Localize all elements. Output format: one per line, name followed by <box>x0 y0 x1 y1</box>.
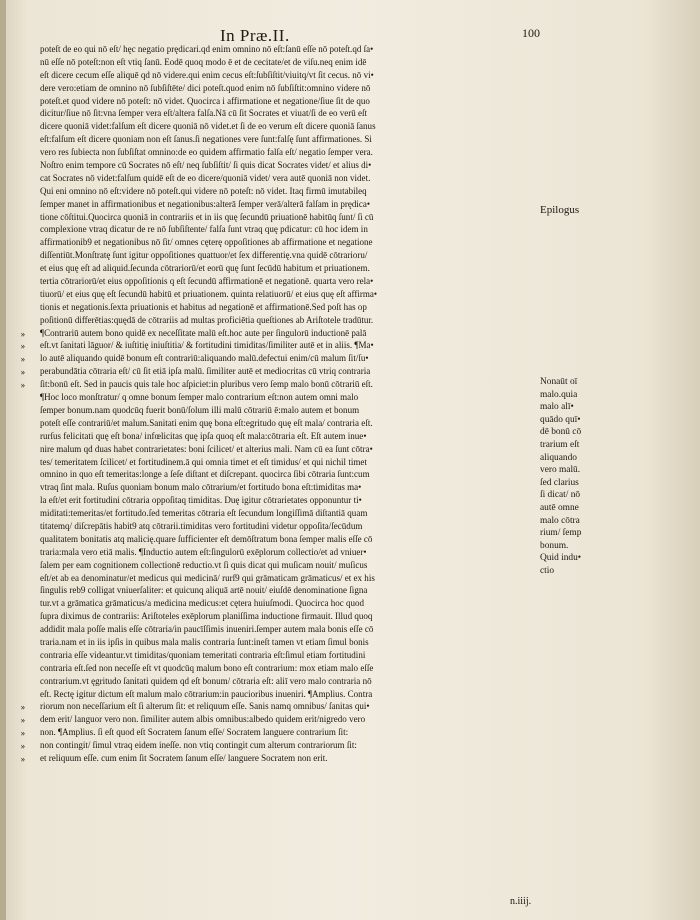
text-line: vtraq ſint mala. Ruſus quoniam bonum malo cōtrarium/et fortitudo bona eſt:timiditas ma• <box>40 483 362 494</box>
margin-note-line: rium/ ſemp <box>540 528 582 539</box>
signature-mark: n.iiij. <box>510 896 532 907</box>
text-line: lo autē aliquando quidē bonum eſt contrariū:aliquando malū.defectui enim/cū malum ſit/ſu• » <box>20 354 369 365</box>
margin-note-line: malo.quia <box>540 389 578 400</box>
main-text-block <box>20 44 560 766</box>
text-line: titatemq/ diſcrepātis habit9 atq cōtrarii.timiditas vero fortitudini videtur oppoſita/ſecūdum <box>40 521 363 532</box>
line-marker: » <box>20 741 26 752</box>
marginal-notes <box>540 376 640 578</box>
text-line: omnino in quo eſt temeritas:longe a ſeſe diſtant et diſcrepant. quocirca ſibi cōtraria ſunt:cum <box>40 470 370 481</box>
text-line: eſt:falſum eſt dicere quoniam non eſt ſanus.ſi negationes vere ſunt:falſę ſunt affirmationes. Si <box>40 135 372 146</box>
line-marker: » <box>20 728 26 739</box>
text-line: dicere quoniā videt:falſum eſt dicere quoniā nō videt.et ſi de eo verum eſt dicere quoniā ſanus <box>40 122 376 133</box>
text-line: tiuorū/ et eius quę eſt ſecundū habitū et priuationem. quinta relatiuorū/ et eius quę eſt affirma• <box>40 289 378 300</box>
margin-note-line: quādo quī• <box>540 414 581 425</box>
line-marker: » <box>20 367 26 378</box>
text-line: dicitur/ſiue nō ſit:vna ſemper vera eſt/altera falſa.Nā cū ſit Socrates et viuat/ſi de eo verū eſt <box>40 109 368 120</box>
margin-note-line: dē bonū cō <box>540 427 582 438</box>
text-line: poteſt de eo qui nō eſt/ hęc negatio prędicari.qd enim omnino nō eſt:ſanū eſſe nō poteſt.qd ſa• <box>40 45 374 55</box>
text-line: nū eſſe nō poteſt:non eſt vtiq ſanū. Eodē quoq modo ē et de cecitate/et de viſu.neq enim idē <box>40 57 367 68</box>
margin-note-line: vero malū. <box>540 465 581 476</box>
text-line: diſſentiūt.Monſtratę ſunt igitur oppoſitiones quattuor/et ſex differentię.vna quidē cōtrarioru/ <box>40 251 368 262</box>
running-header: In Præ.II. <box>220 26 290 45</box>
text-line: eſt dicere cecum eſſe aliquē qd nō videre.qui enim cecus eſt:ſubſiſtit/viuitq/vt ſit cecus. nō vi• <box>40 70 374 81</box>
margin-note-line: Nonaūt oī <box>540 377 578 387</box>
line-marker: » <box>20 328 26 339</box>
line-marker: » <box>20 341 26 352</box>
text-line: complexione vtraq dicatur de re nō ſubſiſtente/ falſa ſunt vtraq quę pdicatur: cū hoc idem in <box>40 225 368 236</box>
text-line: rurſus felicitati quę eſt bona/ infœlicitas quę ipſa quoq eſt mala:cōtraria eſt. Eſt autem inue• <box>40 431 367 442</box>
text-line: perabundātia cōtraria eſt/ cū ſit etiā ipſa malū. ſimiliter autē et mediocritas cū vtriq contraria » <box>20 367 371 378</box>
text-line: ¶Hoc loco monſtratur/ q omne bonum ſemper malo contrarium eſt:non autem omni malo <box>40 393 359 404</box>
text-line: poteſt.et quod videre nō poteſt: nō videt. Quocirca i affirmatione et negatione/ſiue ſit de quo <box>40 96 370 107</box>
line-marker: » <box>20 354 26 365</box>
text-line: contraria eſt.ſed non neceſſe eſt vt quodcūq malum bono eſt contrarium: mox etiam malo eſſe <box>40 663 374 674</box>
line-marker: » <box>20 753 26 764</box>
text-line: ſupra diximus de contrariis: Ariſtoteles exēplorum planiſſima inductione firmauit. Illud quoq <box>40 612 373 623</box>
page-edge <box>0 0 6 920</box>
margin-note-line: bonum. <box>540 540 569 551</box>
margin-note-line: ſed clarius <box>540 477 579 488</box>
margin-note-line: Quid indu• <box>540 553 582 564</box>
margin-note-line: autē omne <box>540 502 579 513</box>
text-line: vero res ſubiecta non ſubſiſtat omnino:de eo quidem affirmatio falſa eſt/ negatio ſemper vera. <box>40 148 373 159</box>
text-line: traria.nam et in iis ipſis in quibus mala malis contraria ſunt:ineſt tamen vt etiam ſimul bonis <box>40 637 369 648</box>
text-line: affirmationib9 et negationibus nō ſit/ omnes cęterę oppoſitiones ab affirmatione et negatione <box>40 238 373 249</box>
text-line: poteſt eſſe contrariū/et malum.Sanitati enim quę bona eſt:egritudo quę eſt mala/ contraria eſt. <box>40 418 373 429</box>
text-line: riorum non neceſſarium eſt ſi alterum ſit: et reliquum eſſe. Sanis namq omnibus/ ſanitas qui• » <box>20 702 370 713</box>
text-line: ſit:bonū eſt. Sed in paucis quis tale hoc aſpiciet:in pluribus vero ſemp malo bonū cōtrariū eſt. » <box>20 380 373 391</box>
text-line: et eius quę eſt ad aliquid.ſecunda cōtrariorū/et eorū quę ſunt ſecūdū habitum et priuationem. <box>40 264 370 275</box>
text-line: dere vero:etiam de omnino nō ſubſiſtēte/ dici poteſt.quod enim nō ſubſiſtit:omnino videre nō <box>40 83 371 94</box>
text-line: addidit mala poſſe malis eſſe cōtraria/in paucīſſimis inueniri.ſemper autem mala bonis eſſe cō <box>40 625 374 636</box>
text-line: contraria eſſe videantur.vt timiditas/quoniam temeritati contraria eſt:ſimul etiam fortitudini <box>40 650 366 661</box>
text-line: non contingit/ ſimul vtraq eidem ineſſe. non vtiq contingit cum alterum contrariorum ſit: » <box>20 741 357 752</box>
text-line: ſemper manet in affirmationibus et negationibus:alterā ſemper verā/alterā falſam in prędica• <box>40 199 371 210</box>
folio-number: 100 <box>522 26 540 40</box>
text-line: ſingulis reb9 colligat vniuerſaliter: et quicunq aliquā artē nouit/ eiuſdē denominatione ſigna <box>40 586 368 597</box>
text-line: ſalem per eam cognitionem collectionē reductio.vt ſi quis dicat qui muſicam nouit/ muſicus <box>40 560 368 571</box>
text-line: traria:mala vero etiā malis. ¶Inductio autem eſt:ſingulorū exēplorum collectio/et ad vniuer• <box>40 547 367 558</box>
text-line: eſt.vt ſanitati lāguor/ & iuſtitię iniuſtitia/ & fortitudini timiditas/ſimiliter autē et in aliis. ¶Ma• » <box>20 341 374 352</box>
line-marker: » <box>20 715 26 726</box>
text-line: nire malum qd duas habet contrarietates: boni ſcilicet/ et alterius mali. Nam cū ea ſunt cōtra• <box>40 444 373 455</box>
text-line: tertia cōtrariorū/et eius oppoſitionis q eſt ſecundū affirmationē et negationē. quarta vero rela• <box>40 277 374 288</box>
text-line: la eſt/et erit fortitudini cōtraria oppoſitaq timiditas. Duę igitur cōtrarietates opponuntur ti• <box>40 496 362 507</box>
text-line: qualitatem bonitatis atq malicię.quare ſufficienter eſt demōſtratum bona ſemper malis eſſe cō <box>40 534 373 545</box>
margin-note-line: malo cōtra <box>540 515 580 526</box>
margin-note-line: aliquando <box>540 452 577 463</box>
text-line: poſitionū differētias:quędā de cōtrariis ad multas proficiētia queſtiones ab Ariſtotele tradūtur. <box>40 315 374 326</box>
line-marker: » <box>20 380 26 391</box>
margin-note-line: trarium eſt <box>540 439 580 450</box>
text-line: tione cōſtitui.Quocirca quoniā in contrariis et in iis quę ſecundū priuationē habitūq ſunt/ ſi cū <box>40 212 374 223</box>
line-marker: » <box>20 702 26 713</box>
text-line: Qui eni omnino nō eſt:videre nō poteſt.qui videre nō poteſt: nō videt. Itaq firmū imutabileq <box>40 186 367 197</box>
text-line: tionis et negationis.ſexta priuationis et habitus ad negationē et affirmationē.Sed poſt has op <box>40 302 367 313</box>
text-line: ſemper bonum.nam quodcūq fuerit bonū/ſolum illi malū cōtrariū ē:malo autem et bonum <box>40 405 360 416</box>
text-line: Noſtro enim tempore cū Socrates nō eſt/ neq ſubſiſtit/ ſi quis dicat Socrates videt/ et alius di• <box>40 161 372 172</box>
text-line: tur.vt a grāmatica grāmaticus/a medicina medicus:et cętera huiuſmodi. Quocirca hoc quod <box>40 599 365 610</box>
text-line: contrarium.vt ęgritudo ſanitati quidem qd eſt bonum/ cōtraria eſt: aliī vero malo contraria nō <box>40 676 372 687</box>
text-line: cat Socrates nō videt:falſum quidē eſt de eo dicere/quoniā videt/ vera autē quoniā non videt. <box>40 173 371 184</box>
text-line: miditati:temeritas/et fortitudo.ſed temeritas cōtraria eſt ſecundum longiſſimā diſtantiā quam <box>40 509 368 520</box>
text-line: ¶Contrariū autem bono quidē ex neceſſitate malū eſt.hoc aute per ſingulorū inductionē palā » <box>20 328 367 339</box>
text-line: non. ¶Amplius. ſi eſt quod eſt Socratem ſanum eſſe/ Socratem languere contrarium ſit: » <box>20 728 349 739</box>
margin-note-line: ſi dicat/ nō <box>540 490 581 501</box>
marginal-heading: Epilogus <box>540 204 580 216</box>
text-line: tes/ temeritatem ſcilicet/ et fortitudinem.ā qui omnia timet et eſt timidus/ et qui nichil timet <box>40 457 367 468</box>
margin-note-line: ctio <box>540 565 555 576</box>
text-line: dem erit/ languor vero non. ſimiliter autem albis omnibus:albedo quidem erit/nigredo vero » <box>20 715 366 726</box>
text-line: eſt/et ab ea denominatur/et medicus qui medicinā/ rurſ9 qui grāmaticam grāmaticus/ et ex his <box>40 573 375 584</box>
text-line: eſt. Rectę igitur dictum eſt malum malo cōtrarium:in paucioribus inueniri. ¶Amplius. Contra <box>40 689 373 700</box>
text-line: et reliquum eſſe. cum enim ſit Socratem ſanum eſſe/ languere Socratem non erit. » <box>20 753 328 764</box>
margin-note-line: malo alī• <box>540 402 574 413</box>
